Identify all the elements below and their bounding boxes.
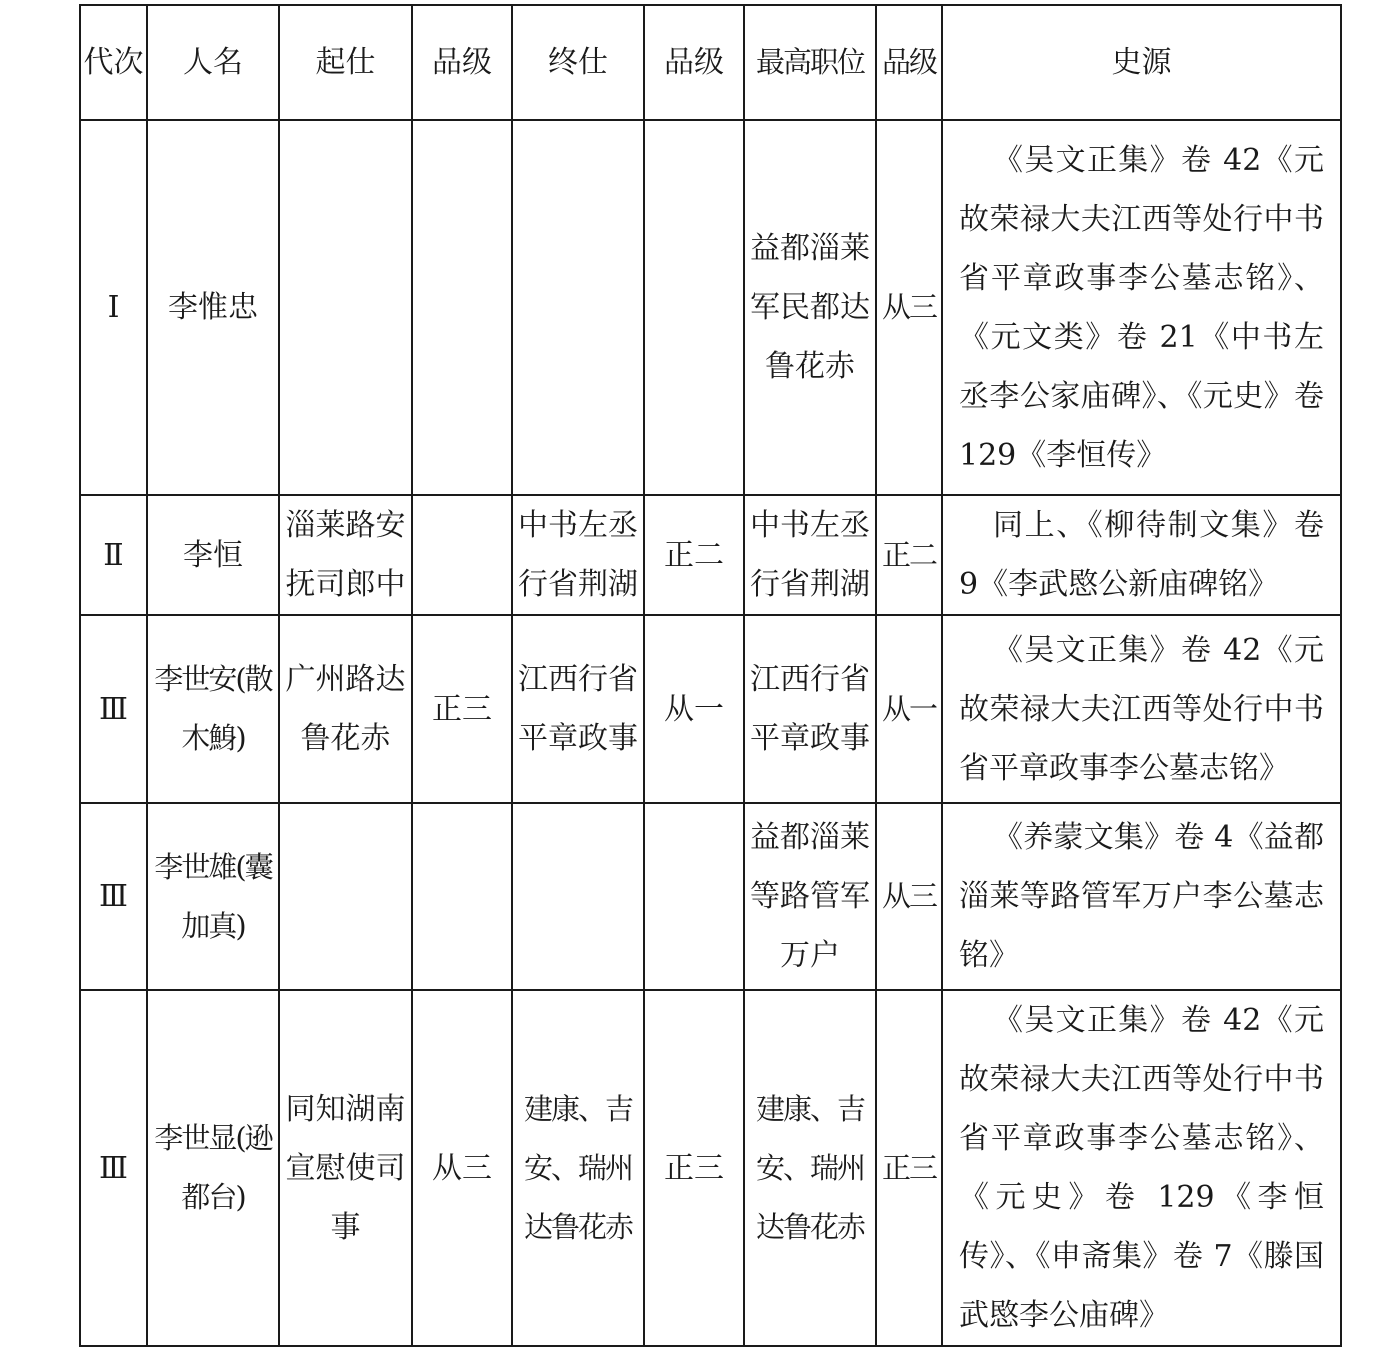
- end-rank-cell: [644, 803, 744, 990]
- header-source: 史源: [942, 5, 1341, 120]
- top-post-cell: 中书左丞行省荆湖: [744, 495, 876, 615]
- top-rank-cell: 正二: [876, 495, 942, 615]
- start-rank-cell: [412, 803, 512, 990]
- end-rank-cell: 从一: [644, 615, 744, 803]
- name-cell: 李恒: [147, 495, 279, 615]
- end-post-cell: [512, 120, 644, 495]
- end-post-cell: 建康、吉安、瑞州达鲁花赤: [512, 990, 644, 1346]
- table-row: [80, 120, 1341, 495]
- header-end-rank: 品级: [644, 5, 744, 120]
- top-rank-cell: 从一: [876, 615, 942, 803]
- source-cell: 同上、《柳待制文集》卷 9《李武愍公新庙碑铭》: [942, 495, 1341, 615]
- header-name: 人名: [147, 5, 279, 120]
- end-post-cell: [512, 803, 644, 990]
- start-rank-cell: [412, 120, 512, 495]
- lineage-table: [79, 4, 1342, 1347]
- top-rank-cell: 从三: [876, 120, 942, 495]
- end-post-cell: 中书左丞行省荆湖: [512, 495, 644, 615]
- header-start-rank: 品级: [412, 5, 512, 120]
- top-rank-cell: 正三: [876, 990, 942, 1346]
- top-post-cell: 益都淄莱等路管军万户: [744, 803, 876, 990]
- start-post-cell: [279, 803, 412, 990]
- source-cell: 《养蒙文集》卷 4《益都淄莱等路管军万户李公墓志铭》: [942, 803, 1341, 990]
- generation-cell: Ⅲ: [80, 803, 147, 990]
- source-cell: 《吴文正集》卷 42《元故荣禄大夫江西等处行中书省平章政事李公墓志铭》、《元文类》卷 21《中书左丞李公家庙碑》、《元史》卷 129《李恒传》: [942, 120, 1341, 495]
- table-row: [80, 990, 1341, 1346]
- name-cell: 李惟忠: [147, 120, 279, 495]
- source-cell: 《吴文正集》卷 42《元故荣禄大夫江西等处行中书省平章政事李公墓志铭》: [942, 615, 1341, 803]
- name-cell: 李世雄(囊加真): [147, 803, 279, 990]
- source-cell: 《吴文正集》卷 42《元故荣禄大夫江西等处行中书省平章政事李公墓志铭》、《元史》卷 129《李恒传》、《申斋集》卷 7《滕国武愍李公庙碑》: [942, 990, 1341, 1346]
- header-generation: 代次: [80, 5, 147, 120]
- table-row: [80, 803, 1341, 990]
- end-post-cell: 江西行省平章政事: [512, 615, 644, 803]
- table-row: [80, 615, 1341, 803]
- table-row: [80, 495, 1341, 615]
- header-top-rank: 品级: [876, 5, 942, 120]
- end-rank-cell: 正三: [644, 990, 744, 1346]
- header-start-post: 起仕: [279, 5, 412, 120]
- end-rank-cell: [644, 120, 744, 495]
- start-rank-cell: 正三: [412, 615, 512, 803]
- name-cell: 李世显(逊都台): [147, 990, 279, 1346]
- start-post-cell: 同知湖南宣慰使司事: [279, 990, 412, 1346]
- start-rank-cell: 从三: [412, 990, 512, 1346]
- top-post-cell: 益都淄莱军民都达鲁花赤: [744, 120, 876, 495]
- header-top-post: 最高职位: [744, 5, 876, 120]
- header-end-post: 终仕: [512, 5, 644, 120]
- end-rank-cell: 正二: [644, 495, 744, 615]
- generation-cell: Ⅰ: [80, 120, 147, 495]
- generation-cell: Ⅱ: [80, 495, 147, 615]
- top-post-cell: 建康、吉安、瑞州达鲁花赤: [744, 990, 876, 1346]
- generation-cell: Ⅲ: [80, 615, 147, 803]
- top-post-cell: 江西行省平章政事: [744, 615, 876, 803]
- generation-cell: Ⅲ: [80, 990, 147, 1346]
- top-rank-cell: 从三: [876, 803, 942, 990]
- header-row: [80, 5, 1341, 120]
- start-rank-cell: [412, 495, 512, 615]
- start-post-cell: [279, 120, 412, 495]
- start-post-cell: 淄莱路安抚司郎中: [279, 495, 412, 615]
- start-post-cell: 广州路达鲁花赤: [279, 615, 412, 803]
- name-cell: 李世安(散木鯓): [147, 615, 279, 803]
